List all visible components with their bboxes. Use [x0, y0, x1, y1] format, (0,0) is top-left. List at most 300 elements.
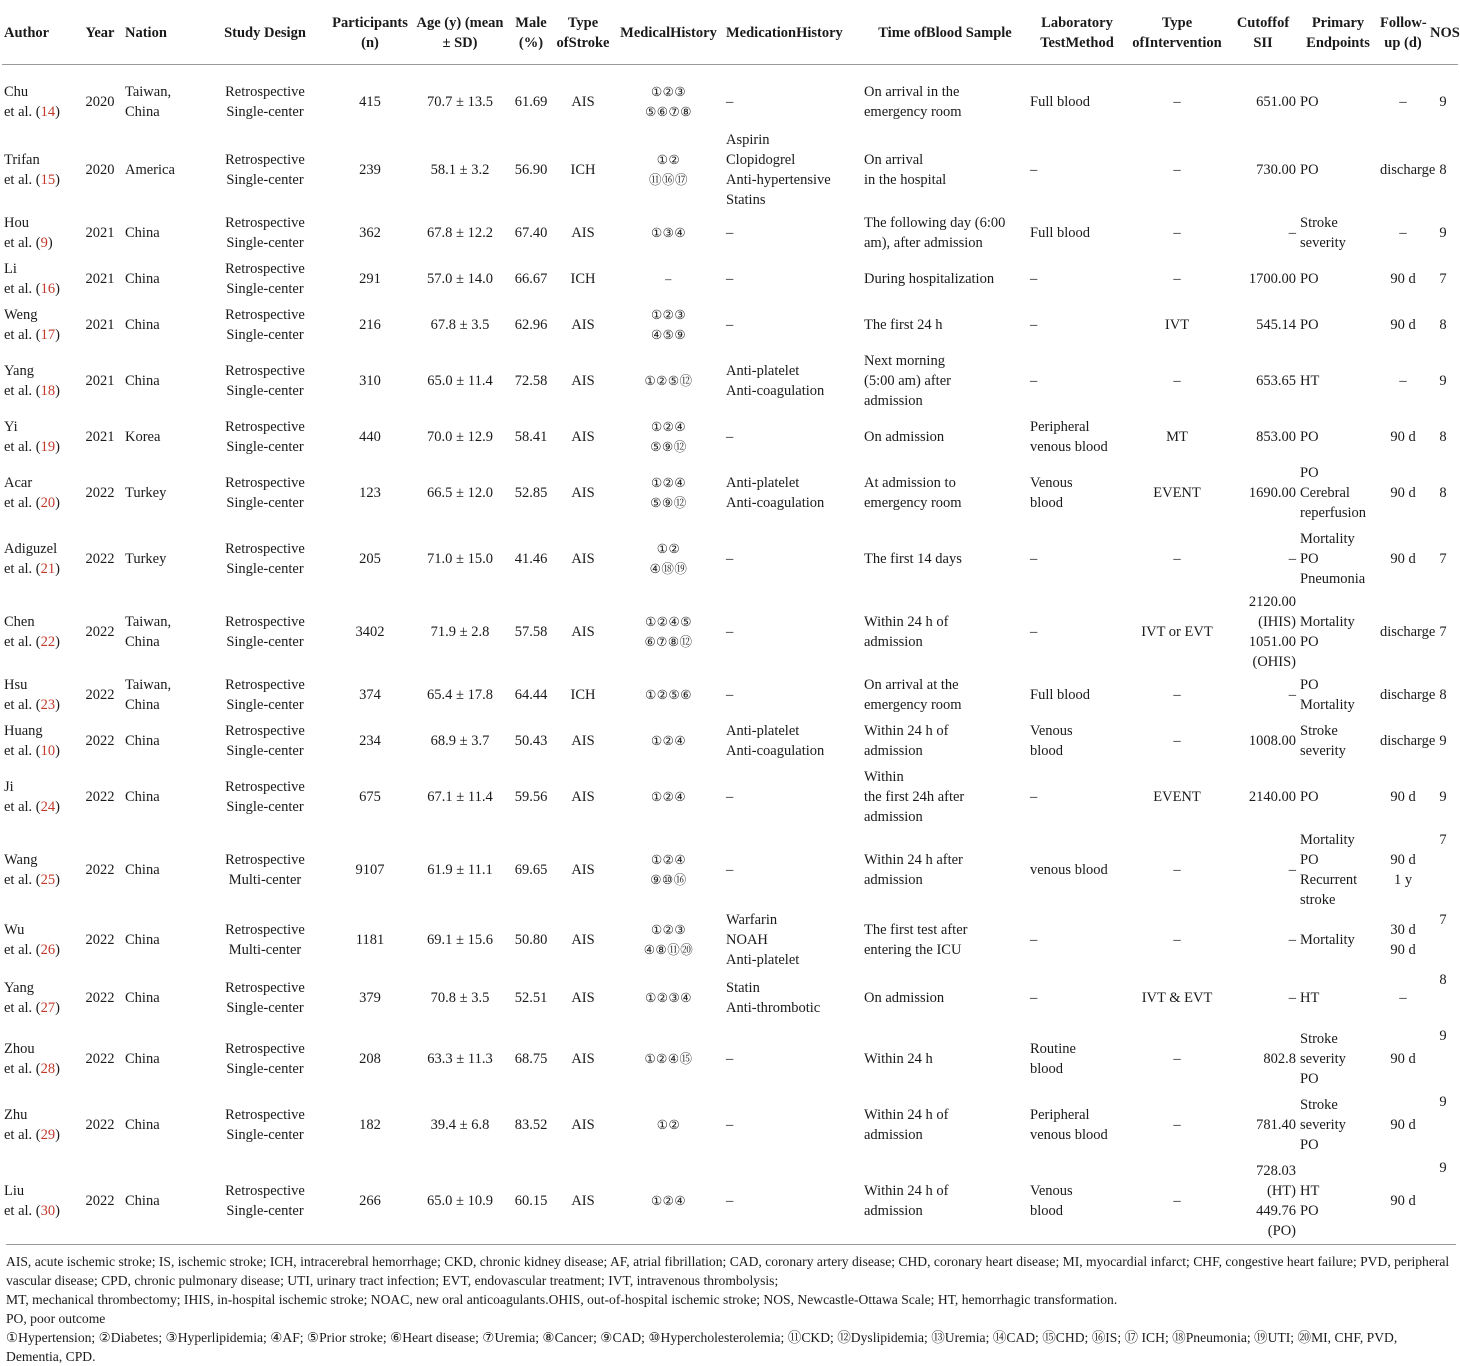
author-etal: et al. ( [4, 743, 41, 759]
cell-follow-up [1378, 64, 1428, 130]
cell-cutoff-of-sii [1228, 460, 1298, 526]
medical-history-line: ⑥⑦⑧⑫ [644, 635, 693, 649]
cell-study-design [201, 414, 329, 460]
endpoint-line: PO [1300, 162, 1319, 178]
cell-medical-history [613, 718, 724, 764]
cell-nation [123, 1158, 201, 1244]
cell-type-of-stroke [553, 210, 613, 256]
reference-bracket: ) [55, 1203, 60, 1219]
author-etal: et al. ( [4, 1127, 41, 1143]
nation-line: China [125, 1051, 160, 1067]
header-time-of-blood-sample: Time ofBlood Sample [862, 0, 1028, 64]
cell-medication-history [724, 592, 862, 672]
cell-age [411, 256, 509, 302]
reference-bracket: ) [55, 281, 60, 297]
reference-bracket: ) [55, 1000, 60, 1016]
cell-time-of-blood-sample [862, 592, 1028, 672]
endpoint-line: Mortality [1300, 932, 1355, 948]
cell-nos [1428, 414, 1458, 460]
blood-sample-time-line: (5:00 am) after [864, 373, 951, 389]
cell-year [77, 210, 123, 256]
cell-cutoff-of-sii [1228, 414, 1298, 460]
nos-value: 8 [1439, 317, 1447, 333]
author-etal: et al. ( [4, 799, 41, 815]
blood-sample-time-line: Within [864, 769, 904, 785]
nos-value: 8 [1439, 972, 1447, 988]
author-name: Wang [4, 852, 38, 868]
cell-study-design [201, 64, 329, 130]
endpoint-line: PO [1300, 317, 1319, 333]
reference-bracket: ) [55, 1061, 60, 1077]
cell-male [509, 830, 553, 910]
year-value: 2020 [85, 94, 115, 111]
blood-sample-time-line: entering the ICU [864, 942, 962, 958]
cutoff-line: 853.00 [1256, 429, 1296, 445]
stroke-type-value: AIS [571, 225, 595, 241]
cell-age [411, 414, 509, 460]
age-value: 69.1 ± 15.6 [427, 932, 493, 948]
cell-follow-up [1378, 910, 1428, 970]
nation-line: Turkey [125, 551, 167, 567]
medical-history-line: ⑤⑨⑫ [650, 440, 687, 454]
cell-laboratory-test-method [1028, 592, 1126, 672]
author-name: Chu [4, 84, 29, 101]
medical-history-line: ①②⑤⑫ [644, 374, 693, 388]
cell-primary-endpoints [1298, 348, 1378, 414]
author-name: Li [4, 261, 17, 277]
reference-link[interactable]: 26 [40, 942, 56, 958]
medication-line: – [726, 789, 734, 805]
cutoff-line: – [1288, 551, 1296, 567]
author-name: Liu [4, 1183, 25, 1199]
cell-laboratory-test-method [1028, 130, 1126, 210]
medication-line: – [726, 862, 734, 878]
cell-nos [1428, 830, 1458, 910]
cell-type-of-stroke [553, 460, 613, 526]
endpoint-line: PO [1300, 1137, 1319, 1153]
endpoint-line: Stroke [1300, 1031, 1338, 1047]
reference-link[interactable]: 15 [40, 172, 56, 188]
nation-line: China [125, 271, 160, 287]
cell-nation [123, 302, 201, 348]
medical-history-line: ①②④ [650, 853, 687, 867]
cell-male [509, 210, 553, 256]
year-value: 2022 [85, 932, 115, 948]
reference-link[interactable]: 14 [40, 104, 56, 121]
cell-medication-history [724, 1158, 862, 1244]
cell-laboratory-test-method [1028, 64, 1126, 130]
cell-medical-history [613, 764, 724, 830]
follow-up-line: discharge [1380, 733, 1436, 749]
lab-method-line: – [1030, 317, 1038, 333]
reference-bracket: ) [55, 439, 60, 455]
author-name: Hou [4, 215, 29, 231]
stroke-type-value: AIS [571, 551, 595, 567]
cell-participants [329, 592, 411, 672]
medication-line: Anti-platelet [726, 475, 800, 491]
reference-link[interactable]: 21 [40, 561, 56, 577]
cell-primary-endpoints [1298, 414, 1378, 460]
table-row [2, 764, 1458, 830]
author-etal: et al. ( [4, 872, 41, 888]
follow-up-line: – [1399, 990, 1407, 1006]
cell-medication-history [724, 1026, 862, 1092]
cutoff-line: 1008.00 [1248, 733, 1296, 749]
cell-time-of-blood-sample [862, 256, 1028, 302]
footnote-abbreviations-3: PO, poor outcome [6, 1311, 106, 1326]
medication-line: Statins [726, 192, 766, 208]
cell-type-of-stroke [553, 592, 613, 672]
cell-cutoff-of-sii [1228, 348, 1298, 414]
design-line: Single-center [226, 439, 304, 455]
endpoint-line: PO [1300, 789, 1319, 805]
male-value: 52.51 [514, 990, 548, 1006]
reference-bracket: ) [47, 235, 53, 251]
blood-sample-time-line: Within 24 h [864, 1051, 933, 1067]
lab-method-line: – [1030, 789, 1038, 805]
cell-participants [329, 64, 411, 130]
cell-age [411, 64, 509, 130]
design-line: Retrospective [225, 307, 305, 323]
nos-value: 9 [1439, 789, 1447, 805]
author-etal: et al. ( [4, 1203, 41, 1219]
reference-link[interactable]: 9 [40, 235, 48, 251]
medication-line: – [726, 687, 734, 703]
nos-value: 8 [1439, 485, 1447, 501]
reference-link[interactable]: 20 [40, 495, 56, 511]
lab-method-line: – [1030, 990, 1038, 1006]
cell-male [509, 1092, 553, 1158]
intervention-value: – [1173, 271, 1181, 287]
cell-medication-history [724, 910, 862, 970]
nos-value: 9 [1439, 225, 1447, 241]
cell-type-of-stroke [553, 718, 613, 764]
author-name: Ji [4, 779, 14, 795]
table-footnotes [6, 1244, 1456, 1366]
male-value: 41.46 [514, 551, 548, 567]
cutoff-line: 2120.00 [1248, 594, 1296, 610]
lab-method-line: – [1030, 624, 1038, 640]
header-type-of-intervention: Type ofIntervention [1126, 0, 1228, 64]
intervention-value: – [1173, 94, 1181, 111]
cell-cutoff-of-sii [1228, 210, 1298, 256]
cell-follow-up [1378, 256, 1428, 302]
reference-link[interactable]: 30 [40, 1203, 56, 1219]
nos-value: 7 [1439, 551, 1447, 567]
design-line: Retrospective [225, 363, 305, 379]
cell-medical-history [613, 672, 724, 718]
reference-link[interactable]: 22 [40, 634, 56, 650]
male-value: 56.90 [514, 162, 548, 178]
cell-type-of-stroke [553, 1026, 613, 1092]
intervention-value: – [1173, 1051, 1181, 1067]
cell-author [2, 592, 77, 672]
cell-author [2, 1092, 77, 1158]
reference-link[interactable]: 24 [40, 799, 56, 815]
header-author: Author [2, 0, 77, 64]
blood-sample-time-line: the first 24h after [864, 789, 965, 805]
author-etal: et al. ( [4, 697, 41, 713]
reference-bracket: ) [55, 942, 60, 958]
cell-time-of-blood-sample [862, 764, 1028, 830]
cell-follow-up [1378, 970, 1428, 1026]
medical-history-line: ①②③ [650, 308, 687, 322]
cell-male [509, 256, 553, 302]
nation-line: China [125, 1117, 160, 1133]
cell-nos [1428, 64, 1458, 130]
nation-line: Taiwan, [125, 677, 172, 693]
cell-year [77, 672, 123, 718]
follow-up-line: discharge [1380, 162, 1436, 178]
cell-time-of-blood-sample [862, 830, 1028, 910]
author-etal: et al. ( [4, 942, 41, 958]
stroke-type-value: AIS [571, 990, 595, 1006]
reference-bracket: ) [55, 104, 60, 121]
cell-nation [123, 1026, 201, 1092]
cutoff-line: – [1288, 687, 1296, 703]
blood-sample-time-line: emergency room [864, 104, 962, 121]
cell-age [411, 302, 509, 348]
cell-nation [123, 526, 201, 592]
reference-link[interactable]: 28 [40, 1061, 56, 1077]
cell-study-design [201, 970, 329, 1026]
reference-link[interactable]: 17 [40, 327, 56, 343]
cell-cutoff-of-sii [1228, 64, 1298, 130]
table-row [2, 210, 1458, 256]
cell-male [509, 592, 553, 672]
cell-nation [123, 970, 201, 1026]
lab-method-line: Peripheral [1030, 1107, 1090, 1123]
nos-value: 8 [1439, 687, 1447, 703]
male-value: 64.44 [514, 687, 548, 703]
blood-sample-time-line: emergency room [864, 697, 962, 713]
endpoint-line: PO [1300, 677, 1319, 693]
cutoff-line: 730.00 [1256, 162, 1296, 178]
cell-cutoff-of-sii [1228, 672, 1298, 718]
cell-year [77, 970, 123, 1026]
footnote-medical-history-legend: ①Hypertension; ②Diabetes; ③Hyperlipidemia; ④AF; ⑤Prior stroke; ⑥Heart disease; ⑦Uremia; ⑧Cancer; ⑨CAD; ⑩Hypercholesterolemia; ⑪CKD; ⑫Dyslipidemia; ⑬Uremia; ⑭CAD; ⑮CHD; ⑯IS; ⑰ ICH; ⑱Pneumonia; ⑲UTI; ⑳MI, CHF, PVD, Dementia, CPD. [6, 1330, 1398, 1364]
intervention-value: – [1173, 932, 1181, 948]
nos-value: 9 [1439, 94, 1447, 111]
author-etal: et al. ( [4, 281, 41, 297]
nos-value: 7 [1439, 271, 1447, 287]
lab-method-line: Venous [1030, 723, 1073, 739]
reference-link[interactable]: 23 [40, 697, 56, 713]
cell-type-of-intervention [1126, 302, 1228, 348]
cell-participants [329, 970, 411, 1026]
participants-value: 374 [359, 687, 381, 703]
cell-study-design [201, 210, 329, 256]
nation-line: China [125, 789, 160, 805]
follow-up-line: – [1399, 373, 1407, 389]
reference-link[interactable]: 29 [40, 1127, 56, 1143]
reference-link[interactable]: 10 [40, 743, 56, 759]
author-name: Wu [4, 922, 25, 938]
cell-laboratory-test-method [1028, 1158, 1126, 1244]
year-value: 2022 [85, 1051, 115, 1067]
lab-method-line: Full blood [1030, 94, 1091, 111]
lab-method-line: Venous [1030, 1183, 1073, 1199]
cutoff-line: 781.40 [1256, 1117, 1296, 1133]
cell-author [2, 526, 77, 592]
cell-nos [1428, 1026, 1458, 1092]
stroke-type-value: AIS [571, 932, 595, 948]
medical-history-line: ⑤⑥⑦⑧ [645, 105, 692, 120]
cell-time-of-blood-sample [862, 970, 1028, 1026]
participants-value: 205 [359, 551, 381, 567]
medication-line: Anti-platelet [726, 952, 800, 968]
cell-year [77, 302, 123, 348]
cell-cutoff-of-sii [1228, 830, 1298, 910]
nation-line: China [125, 1193, 160, 1209]
author-name: Huang [4, 723, 43, 739]
author-name: Zhou [4, 1041, 35, 1057]
cutoff-line: 449.76 [1256, 1203, 1296, 1219]
author-etal: et al. ( [4, 561, 41, 577]
cutoff-line: (OHIS) [1252, 654, 1296, 670]
cell-cutoff-of-sii [1228, 718, 1298, 764]
blood-sample-time-line: admission [864, 1127, 923, 1143]
participants-value: 291 [359, 271, 381, 287]
cutoff-line: 728.03 [1256, 1163, 1296, 1179]
reference-link[interactable]: 27 [40, 1000, 56, 1016]
endpoint-line: PO [1300, 551, 1319, 567]
nation-line: China [125, 733, 160, 749]
cell-age [411, 348, 509, 414]
medication-line: – [726, 551, 734, 567]
year-value: 2022 [85, 551, 115, 567]
cell-medication-history [724, 764, 862, 830]
cell-nation [123, 830, 201, 910]
cell-nos [1428, 348, 1458, 414]
header-cutoff-of-sii: Cutoffof SII [1228, 0, 1298, 64]
cell-medication-history [724, 718, 862, 764]
nation-line: China [125, 932, 160, 948]
medication-line: Anti-coagulation [726, 495, 825, 511]
cell-medication-history [724, 1092, 862, 1158]
endpoint-line: HT [1300, 1183, 1320, 1199]
design-line: Retrospective [225, 419, 305, 435]
medical-history-line: ①② [656, 1118, 681, 1132]
blood-sample-time-line: During hospitalization [864, 271, 995, 287]
cell-cutoff-of-sii [1228, 592, 1298, 672]
blood-sample-time-line: On admission [864, 429, 945, 445]
participants-value: 266 [359, 1193, 381, 1209]
stroke-type-value: AIS [571, 1193, 595, 1209]
reference-link[interactable]: 18 [40, 383, 56, 399]
cell-laboratory-test-method [1028, 348, 1126, 414]
header-laboratory-test-method: Laboratory TestMethod [1028, 0, 1126, 64]
lab-method-line: Venous [1030, 475, 1073, 491]
cell-male [509, 414, 553, 460]
endpoint-line: stroke [1300, 892, 1336, 908]
header-year: Year [77, 0, 123, 64]
cell-age [411, 460, 509, 526]
age-value: 65.0 ± 10.9 [427, 1193, 493, 1209]
cell-laboratory-test-method [1028, 460, 1126, 526]
cell-type-of-stroke [553, 256, 613, 302]
intervention-value: – [1173, 733, 1181, 749]
medication-line: Anti-coagulation [726, 743, 825, 759]
lab-method-line: – [1030, 271, 1038, 287]
header-type-of-stroke: Type ofStroke [553, 0, 613, 64]
cell-type-of-intervention [1126, 460, 1228, 526]
intervention-value: IVT or EVT [1141, 624, 1213, 640]
table-row [2, 672, 1458, 718]
nos-value: 7 [1439, 624, 1447, 640]
cell-follow-up [1378, 414, 1428, 460]
lab-method-line: venous blood [1030, 439, 1108, 455]
cell-type-of-stroke [553, 526, 613, 592]
cell-follow-up [1378, 1092, 1428, 1158]
medication-line: Anti-thrombotic [726, 1000, 821, 1016]
cell-type-of-stroke [553, 672, 613, 718]
cell-follow-up [1378, 592, 1436, 672]
intervention-value: IVT & EVT [1141, 990, 1213, 1006]
cell-primary-endpoints [1298, 592, 1378, 672]
cell-participants [329, 414, 411, 460]
cell-time-of-blood-sample [862, 672, 1028, 718]
cell-male [509, 130, 553, 210]
cell-author [2, 718, 77, 764]
participants-value: 182 [359, 1117, 381, 1133]
cell-medication-history [724, 302, 862, 348]
cell-laboratory-test-method [1028, 302, 1126, 348]
cell-male [509, 970, 553, 1026]
cell-cutoff-of-sii [1228, 910, 1298, 970]
cell-medication-history [724, 256, 862, 302]
medical-history-line: ①②④⑮ [644, 1052, 693, 1066]
participants-value: 3402 [355, 624, 385, 640]
nation-line: China [125, 862, 160, 878]
table-row [2, 256, 1458, 302]
cell-author [2, 970, 77, 1026]
medical-history-line: ①②③ [650, 923, 687, 937]
follow-up-line: – [1399, 94, 1407, 111]
author-etal: et al. ( [4, 235, 41, 251]
cell-follow-up [1378, 460, 1428, 526]
nation-line: Turkey [125, 485, 167, 501]
footnote-abbreviations-2: MT, mechanical thrombectomy; IHIS, in-hospital ischemic stroke; NOAC, new oral anticoagulants.OHIS, out-of-hospital ischemic stroke; NOS, Newcastle-Ottawa Scale; HT, hemorrhagic transformation. [6, 1292, 1118, 1307]
endpoint-line: Mortality [1300, 614, 1355, 630]
design-line: Single-center [226, 1127, 304, 1143]
cell-type-of-intervention [1126, 256, 1228, 302]
stroke-type-value: AIS [571, 789, 595, 805]
design-line: Single-center [226, 281, 304, 297]
cell-cutoff-of-sii [1228, 764, 1298, 830]
author-name: Zhu [4, 1107, 28, 1123]
reference-link[interactable]: 25 [40, 872, 56, 888]
cell-nos [1428, 210, 1458, 256]
intervention-value: – [1173, 225, 1181, 241]
endpoint-line: severity [1300, 235, 1346, 251]
cell-study-design [201, 764, 329, 830]
cell-follow-up [1378, 1026, 1428, 1092]
cell-cutoff-of-sii [1228, 1092, 1298, 1158]
participants-value: 440 [359, 429, 381, 445]
cell-study-design [201, 1026, 329, 1092]
cell-medication-history [724, 414, 862, 460]
cell-type-of-stroke [553, 910, 613, 970]
follow-up-line: discharge [1380, 687, 1436, 703]
age-value: 67.8 ± 12.2 [427, 225, 493, 241]
medication-line: Anti-platelet [726, 363, 800, 379]
lab-method-line: venous blood [1030, 1127, 1108, 1143]
reference-link[interactable]: 16 [40, 281, 56, 297]
cell-medical-history [613, 130, 724, 210]
reference-link[interactable]: 19 [40, 439, 56, 455]
cell-cutoff-of-sii [1228, 526, 1298, 592]
